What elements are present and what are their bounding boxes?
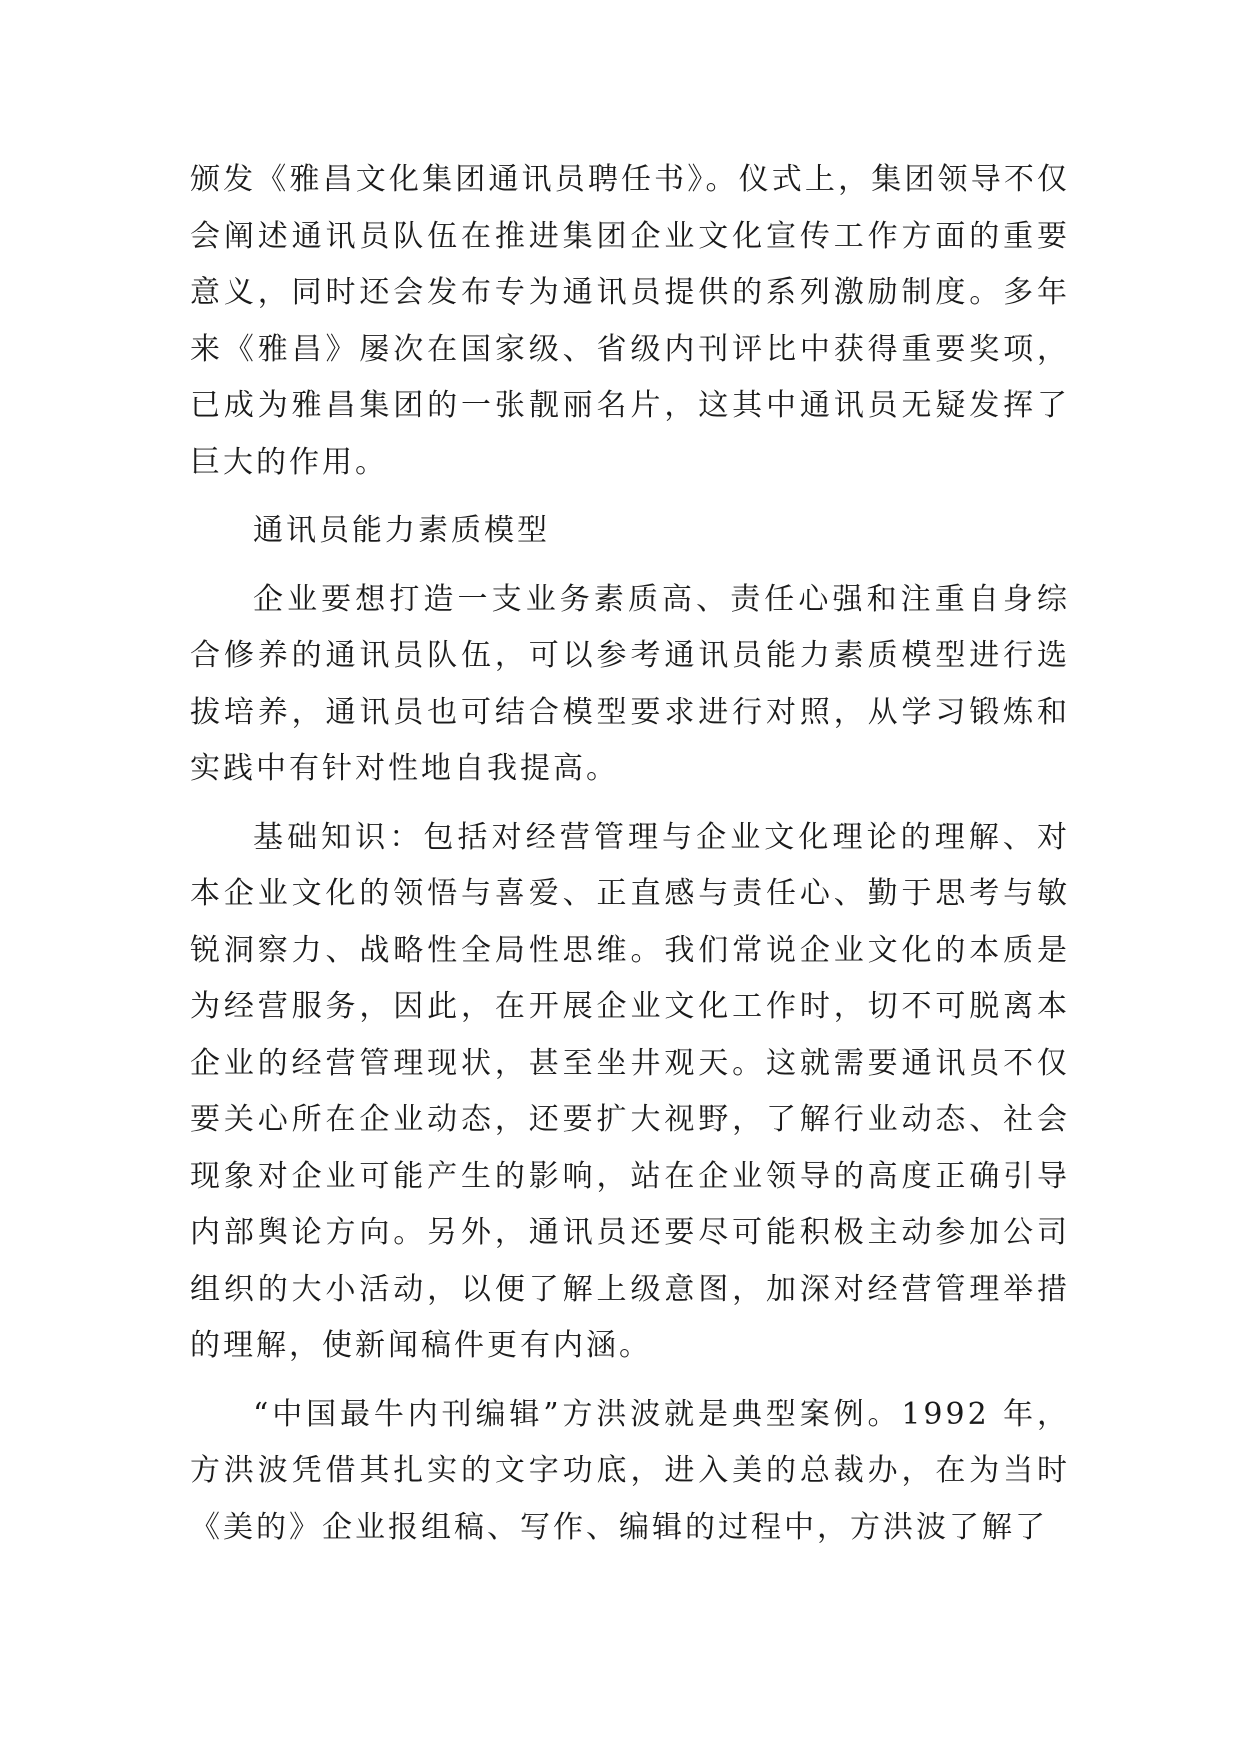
document-body xyxy=(190,152,1070,1568)
paragraph-case-study: “中国最牛内刊编辑”方洪波就是典型案例。1992 年，方洪波凭借其扎实的文字功底，进入美的总裁办，在为当时《美的》企业报组稿、写作、编辑的过程中，方洪波了解了 xyxy=(190,1396,1070,1545)
paragraph-basic-knowledge: 基础知识：包括对经营管理与企业文化理论的理解、对本企业文化的领悟与喜爱、正直感与责任心、勤于思考与敏锐洞察力、战略性全局性思维。我们常说企业文化的本质是为经营服务，因此，在开展企业文化工作时，切不可脱离本企业的经营管理现状，甚至坐井观天。这就需要通讯员不仅要关心所在企业动态，还要扩大视野，了解行业动态、社会现象对企业可能产生的影响，站在企业领导的高度正确引导内部舆论方向。另外，通讯员还要尽可能积极主动参加公司组织的大小活动，以便了解上级意图，加深对经营管理举措的理解，使新闻稿件更有内涵。 xyxy=(190,819,1070,1363)
paragraph-appointment-ceremony: 颁发《雅昌文化集团通讯员聘任书》。仪式上，集团领导不仅会阐述通讯员队伍在推进集团企业文化宣传工作方面的重要意义，同时还会发布专为通讯员提供的系列激励制度。多年来《雅昌》屡次在国家级、省级内刊评比中获得重要奖项，已成为雅昌集团的一张靓丽名片，这其中通讯员无疑发挥了巨大的作用。 xyxy=(190,162,1070,480)
paragraph-team-building: 企业要想打造一支业务素质高、责任心强和注重自身综合修养的通讯员队伍，可以参考通讯员能力素质模型进行选拔培养，通讯员也可结合模型要求进行对照，从学习锻炼和实践中有针对性地自我提高。 xyxy=(190,581,1070,786)
section-heading-competency-model: 通讯员能力素质模型 xyxy=(253,513,550,548)
